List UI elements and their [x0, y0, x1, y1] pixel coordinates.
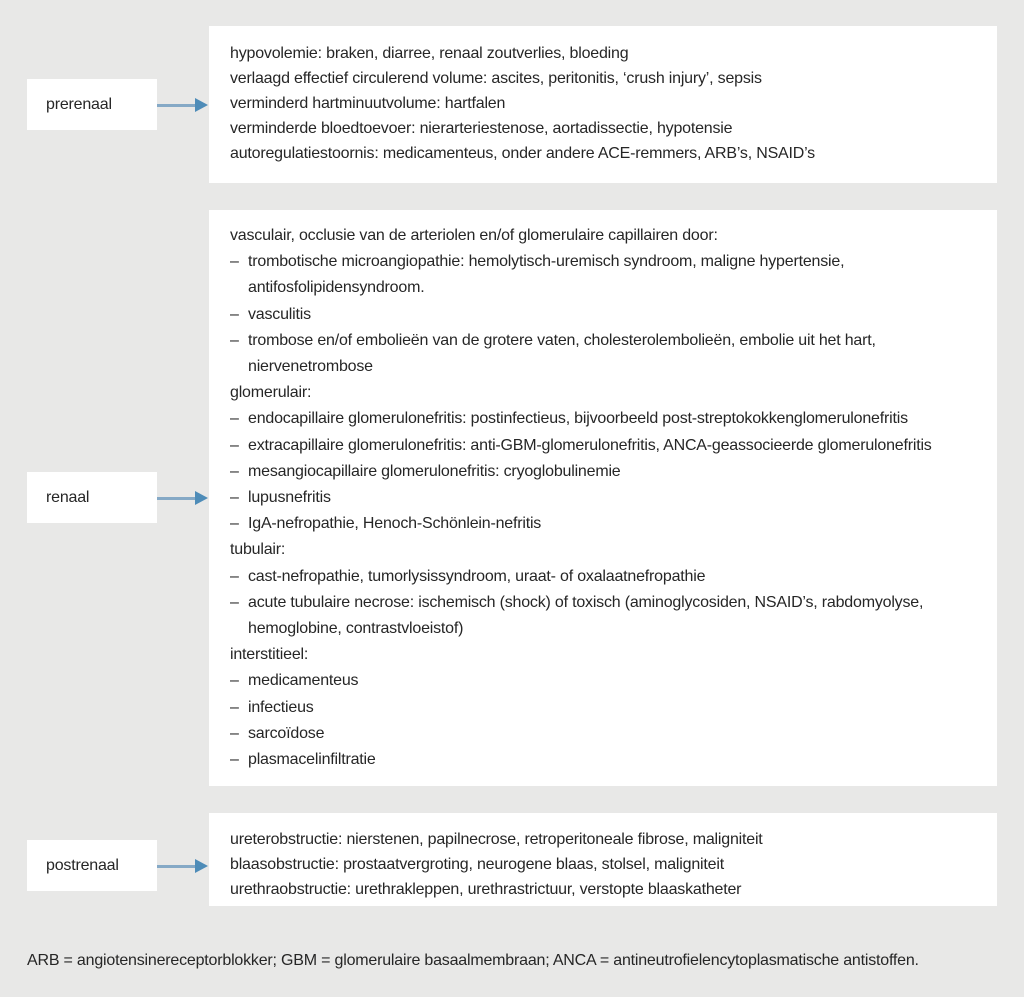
cause-bullet-line [230, 511, 981, 537]
dash-bullet-icon: – [230, 253, 239, 271]
cause-section-header: interstitieel: [230, 646, 309, 664]
dash-bullet-icon: – [230, 724, 239, 742]
arrow-right-icon [157, 859, 208, 873]
postrenal-causes-box [209, 813, 997, 906]
cause-bullet-line [230, 302, 981, 328]
dash-bullet-icon: – [230, 672, 239, 690]
dash-bullet-icon: – [230, 410, 239, 428]
dash-bullet-icon: – [230, 698, 239, 716]
cause-text: medicamenteus [248, 672, 359, 690]
category-label-text: prerenaal [46, 95, 112, 113]
dash-bullet-icon: – [230, 305, 239, 323]
cause-bullet-line [230, 328, 981, 354]
cause-continuation-line: niervenetrombose [248, 358, 373, 376]
cause-bullet-line [230, 747, 981, 773]
arrow-right-icon [157, 491, 208, 505]
cause-line: ureterobstructie: nierstenen, papilnecrose, retroperitoneale fibrose, maligniteit [230, 831, 763, 848]
cause-bullet-line [230, 564, 981, 590]
arrow-shaft [157, 865, 198, 868]
dash-bullet-icon: – [230, 593, 239, 611]
dash-bullet-icon: – [230, 489, 239, 507]
cause-continuation-line: antifosfolipidensyndroom. [248, 279, 425, 297]
cause-line: verlaagd effectief circulerend volume: ascites, peritonitis, ‘crush injury’, sepsis [230, 70, 762, 87]
cause-text: endocapillaire glomerulonefritis: postinfectieus, bijvoorbeeld post-streptokokkenglomerulonefritis [248, 410, 908, 428]
cause-text: trombose en/of embolieën van de grotere vaten, cholesterolembolieën, embolie uit het hart, [248, 331, 876, 349]
cause-bullet-line [230, 433, 981, 459]
cause-text: mesangiocapillaire glomerulonefritis: cryoglobulinemie [248, 462, 621, 480]
renal-causes-box [209, 210, 997, 786]
cause-text: lupusnefritis [248, 489, 331, 507]
arrow-head [195, 98, 208, 112]
cause-text: trombotische microangiopathie: hemolytisch-uremisch syndroom, maligne hypertensie, [248, 253, 845, 271]
arrow-right-icon [157, 98, 208, 112]
cause-text: plasmacelinfiltratie [248, 751, 376, 769]
dash-bullet-icon: – [230, 436, 239, 454]
cause-section-header: vasculair, occlusie van de arteriolen en/of glomerulaire capillairen door: [230, 227, 718, 244]
cause-text: cast-nefropathie, tumorlysissyndroom, uraat- of oxalaatnefropathie [248, 567, 706, 585]
cause-text: extracapillaire glomerulonefritis: anti-GBM-glomerulonefritis, ANCA-geassocieerde glomerulonefritis [248, 436, 932, 454]
category-label-postrenaal [27, 840, 157, 891]
arrow-head [195, 859, 208, 873]
cause-bullet-line [230, 249, 981, 275]
category-label-prerenaal [27, 79, 157, 130]
cause-text: IgA-nefropathie, Henoch-Schönlein-nefritis [248, 515, 542, 533]
dash-bullet-icon: – [230, 515, 239, 533]
cause-text: vasculitis [248, 305, 311, 323]
cause-bullet-line [230, 721, 981, 747]
cause-bullet-line [230, 406, 981, 432]
cause-line: autoregulatiestoornis: medicamenteus, onder andere ACE-remmers, ARB’s, NSAID’s [230, 145, 815, 162]
cause-line: verminderd hartminuutvolume: hartfalen [230, 95, 506, 112]
cause-bullet-line [230, 590, 981, 616]
arrow-shaft [157, 497, 198, 500]
cause-section-header: glomerulair: [230, 384, 312, 402]
cause-bullet-line [230, 485, 981, 511]
arrow-shaft [157, 104, 198, 107]
cause-line: blaasobstructie: prostaatvergroting, neurogene blaas, stolsel, maligniteit [230, 856, 724, 873]
cause-bullet-line [230, 668, 981, 694]
cause-section-header: tubulair: [230, 541, 286, 559]
cause-bullet-line [230, 695, 981, 721]
category-label-text: postrenaal [46, 856, 119, 874]
arrow-head [195, 491, 208, 505]
prerenal-causes-box [209, 26, 997, 183]
cause-text: acute tubulaire necrose: ischemisch (shock) of toxisch (aminoglycosiden, NSAID’s, rabdomyolyse, [248, 593, 924, 611]
cause-bullet-line [230, 459, 981, 485]
dash-bullet-icon: – [230, 751, 239, 769]
category-label-text: renaal [46, 488, 90, 506]
cause-continuation-line: hemoglobine, contrastvloeistof) [248, 620, 464, 638]
cause-text: sarcoïdose [248, 724, 325, 742]
dash-bullet-icon: – [230, 462, 239, 480]
cause-line: urethraobstructie: urethrakleppen, urethrastrictuur, verstopte blaaskatheter [230, 881, 742, 898]
category-label-renaal [27, 472, 157, 523]
cause-text: infectieus [248, 698, 314, 716]
abbreviations-footnote: ARB = angiotensinereceptorblokker; GBM = glomerulaire basaalmembraan; ANCA = antineutrofielencytoplasmatische antistoffen. [27, 952, 919, 969]
dash-bullet-icon: – [230, 567, 239, 585]
cause-line: hypovolemie: braken, diarree, renaal zoutverlies, bloeding [230, 45, 629, 62]
cause-line: verminderde bloedtoevoer: nierarteriestenose, aortadissectie, hypotensie [230, 120, 733, 137]
dash-bullet-icon: – [230, 331, 239, 349]
